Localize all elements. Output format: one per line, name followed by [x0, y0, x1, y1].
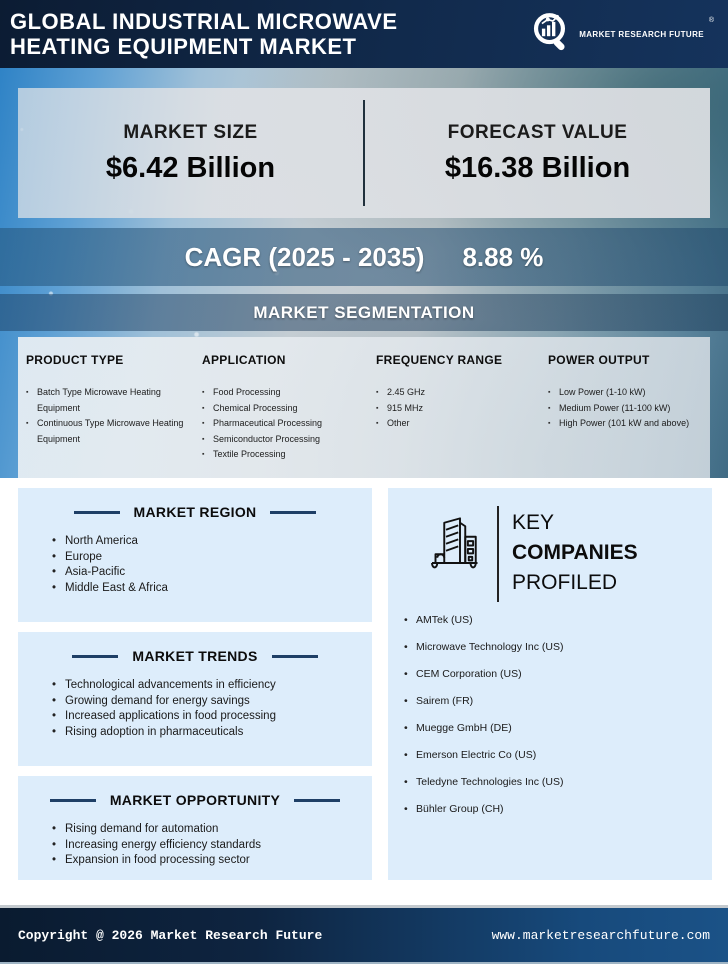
market-opportunity-list	[52, 822, 360, 869]
registered-mark: ®	[708, 16, 714, 24]
market-trends-panel	[18, 632, 372, 766]
list-item: ▪ Low Power (1-10 kW)	[548, 385, 708, 401]
cagr-value: 8.88 %	[462, 241, 544, 272]
segmentation-column-application	[202, 337, 372, 478]
segmentation-list	[202, 385, 372, 463]
list-item: ▪ Textile Processing	[202, 447, 372, 463]
list-item: ▪ High Power (101 kW and above)	[548, 416, 708, 432]
decorative-line	[272, 655, 318, 658]
list-item: • Europe	[52, 550, 360, 566]
market-opportunity-title: MARKET OPPORTUNITY	[109, 792, 281, 808]
decorative-line	[50, 799, 96, 802]
watermark-website: www.marketresearchfuture.com	[548, 885, 710, 897]
list-item: • Microwave Technology Inc (US)	[404, 641, 702, 654]
list-item: • Emerson Electric Co (US)	[404, 749, 702, 762]
list-item: • Muegge GmbH (DE)	[404, 722, 702, 735]
list-item: • Middle East & Africa	[52, 581, 360, 597]
key-companies-title-line3: PROFILED	[512, 571, 618, 594]
market-trends-title: MARKET TRENDS	[132, 648, 258, 664]
forecast-value-value: $16.38 Billion	[444, 151, 631, 184]
market-opportunity-panel	[18, 776, 372, 880]
list-item: • Increased applications in food processing	[52, 709, 360, 725]
page-title	[10, 9, 398, 59]
brand-logo-text: MARKET RESEARCH FUTURE	[579, 29, 704, 39]
list-item: ▪ Medium Power (11-100 kW)	[548, 401, 708, 417]
list-item: ▪ 915 MHz	[376, 401, 542, 417]
market-region-panel	[18, 488, 372, 622]
list-item: ▪ Batch Type Microwave Heating Equipment	[26, 385, 196, 416]
decorative-line	[270, 511, 316, 514]
page-title-line2: HEATING EQUIPMENT MARKET	[10, 34, 357, 59]
segmentation-heading: FREQUENCY RANGE	[376, 353, 503, 367]
list-item: ▪ Continuous Type Microwave Heating Equipment	[26, 416, 196, 447]
panel-header	[18, 792, 372, 808]
list-item: • Asia-Pacific	[52, 565, 360, 581]
list-item: • Increasing energy efficiency standards	[52, 838, 360, 854]
list-item: • CEM Corporation (US)	[404, 668, 702, 681]
forecast-value-label: FORECAST VALUE	[447, 121, 628, 143]
segmentation-title: MARKET SEGMENTATION	[253, 302, 475, 322]
cagr-band	[0, 228, 728, 286]
segmentation-column-frequency-range	[376, 337, 542, 478]
key-companies-header	[388, 506, 712, 602]
list-item: ▪ 2.45 GHz	[376, 385, 542, 401]
list-item: • Sairem (FR)	[404, 695, 702, 708]
decorative-line	[74, 511, 120, 514]
list-item: • AMTek (US)	[404, 614, 702, 627]
segmentation-list	[548, 385, 708, 432]
cagr-label: CAGR (2025 - 2035)	[184, 241, 425, 272]
list-item: • Rising demand for automation	[52, 822, 360, 838]
forecast-value-stat	[365, 88, 710, 218]
footer-website-link[interactable]: www.marketresearchfuture.com	[491, 927, 710, 943]
list-item: • Technological advancements in efficiency	[52, 678, 360, 694]
segmentation-title-band	[0, 294, 728, 331]
hero-background	[0, 68, 728, 478]
mrf-logo-icon	[531, 11, 573, 58]
key-companies-title	[512, 508, 638, 598]
segmentation-heading: APPLICATION	[202, 353, 286, 367]
list-item: • Bühler Group (CH)	[404, 803, 702, 816]
key-companies-title-line2: COMPANIES	[512, 541, 638, 564]
list-item: ▪ Chemical Processing	[202, 401, 372, 417]
list-item: ▪ Semiconductor Processing	[202, 432, 372, 448]
building-icon	[425, 512, 481, 577]
segmentation-heading: PRODUCT TYPE	[26, 353, 124, 367]
segmentation-list	[26, 385, 196, 447]
list-item: • Teledyne Technologies Inc (US)	[404, 776, 702, 789]
list-item: ▪ Food Processing	[202, 385, 372, 401]
footer-copyright: Copyright @ 2026 Market Research Future	[18, 927, 323, 943]
watermark-copyright: Copyright @ 2025 Market Research Future	[25, 882, 318, 898]
stats-panel	[18, 88, 710, 218]
vertical-divider	[497, 506, 499, 602]
segmentation-column-product-type	[26, 337, 196, 478]
panel-header	[18, 504, 372, 520]
market-size-label: MARKET SIZE	[123, 121, 258, 143]
lower-section	[0, 478, 728, 905]
list-item: ▪ Other	[376, 416, 542, 432]
segmentation-list	[376, 385, 542, 432]
market-trends-list	[52, 678, 360, 740]
panel-header	[18, 648, 372, 664]
list-item: • Expansion in food processing sector	[52, 853, 360, 869]
header-bar	[0, 0, 728, 68]
market-region-title: MARKET REGION	[133, 504, 257, 520]
segmentation-panel	[18, 337, 710, 478]
key-companies-panel	[388, 488, 712, 880]
market-region-list	[52, 534, 360, 596]
page-title-line1: GLOBAL INDUSTRIAL MICROWAVE	[10, 9, 398, 34]
list-item: • North America	[52, 534, 360, 550]
segmentation-column-power-output	[548, 337, 708, 478]
decorative-line	[294, 799, 340, 802]
list-item: • Growing demand for energy savings	[52, 694, 360, 710]
list-item: • Rising adoption in pharmaceuticals	[52, 725, 360, 741]
market-size-stat	[18, 88, 363, 218]
segmentation-heading: POWER OUTPUT	[548, 353, 650, 367]
list-item: ▪ Pharmaceutical Processing	[202, 416, 372, 432]
key-companies-list	[404, 614, 702, 830]
footer-bar	[0, 905, 728, 964]
decorative-line	[72, 655, 118, 658]
brand-logo	[531, 11, 714, 58]
market-size-value: $6.42 Billion	[105, 151, 276, 184]
key-companies-title-line1: KEY	[512, 511, 555, 534]
